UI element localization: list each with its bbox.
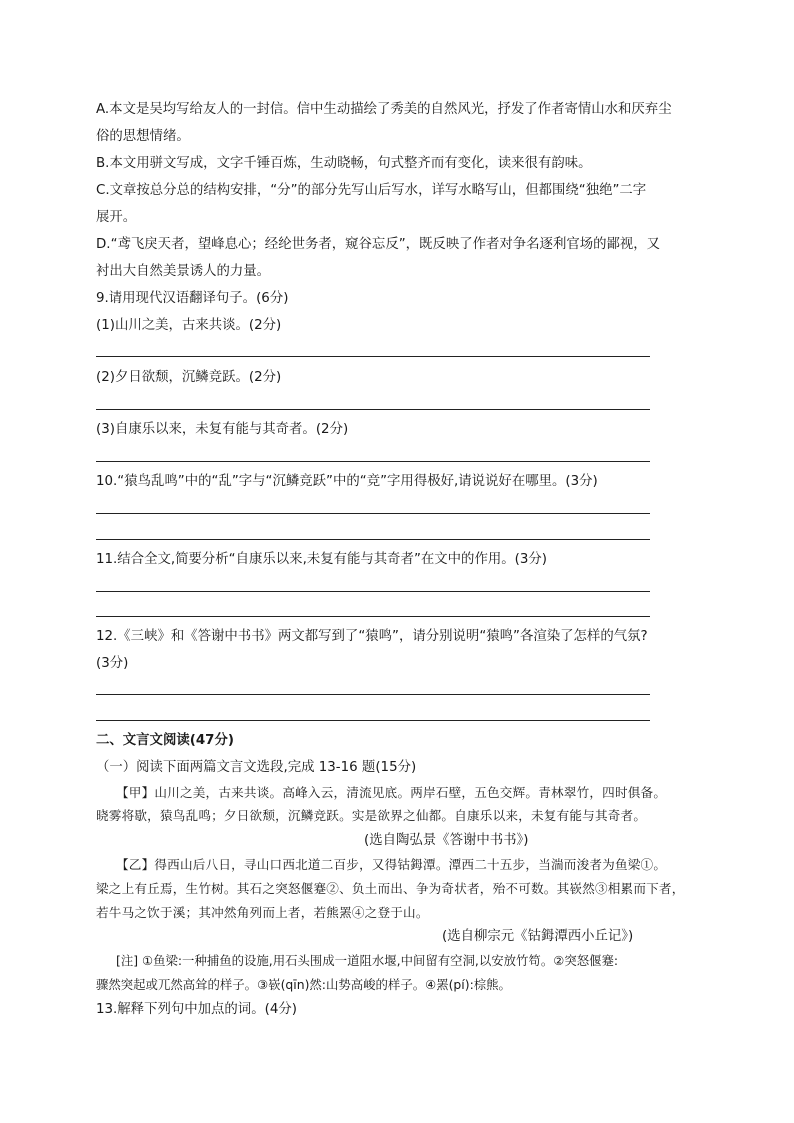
option-a-line1: A.本文是吴均写给友人的一封信。信中生动描绘了秀美的自然风光，抒发了作者寄情山水和厌弃尘	[96, 102, 672, 117]
answer-line	[96, 694, 650, 695]
q9-sub2: (2)夕日欲颓，沉鳞竞跃。(2分)	[96, 370, 282, 385]
option-d-line1: D.“鸢飞戾天者，望峰息心；经纶世务者，窥谷忘反”，既反映了作者对争名逐利官场的鄙视，又	[96, 237, 661, 252]
q10-prompt: 10.“猿鸟乱鸣”中的“乱”字与“沉鳞竞跃”中的“竞”字用得极好,请说说好在哪里。(3分)	[96, 474, 598, 489]
notes-line1: [注] ①鱼梁:一种捕鱼的设施,用石头围成一道阻水堰,中间留有空洞,以安放竹笱。②突怒偃蹇:	[116, 953, 619, 968]
answer-line	[96, 461, 650, 462]
notes-line2: 骤然突起或兀然高耸的样子。③嵚(qīn)然:山势高峻的样子。④罴(pí):棕熊。	[96, 977, 511, 992]
answer-line	[96, 591, 650, 592]
q9-sub1: (1)山川之美，古来共谈。(2分)	[96, 318, 282, 333]
q9-prompt: 9.请用现代汉语翻译句子。(6分)	[96, 291, 289, 306]
passage-yi-source: (选自柳宗元《钴鉧潭西小丘记》)	[442, 929, 634, 944]
section-heading: 二、文言文阅读(47分)	[96, 733, 234, 748]
passage-jia-line1: 【甲】山川之美，古来共谈。高峰入云，清流见底。两岸石壁，五色交辉。青林翠竹，四时俱备。	[116, 785, 667, 800]
answer-line	[96, 539, 650, 540]
passage-jia-line2: 晓雾将歇，猿鸟乱鸣；夕日欲颓，沉鳞竞跃。实是欲界之仙都。自康乐以来，未复有能与其奇者。	[96, 808, 647, 823]
answer-line	[96, 720, 650, 721]
answer-line	[96, 356, 650, 357]
passage-yi-line3: 若牛马之饮于溪；其冲然角列而上者，若熊罴④之登于山。	[96, 905, 429, 920]
answer-line	[96, 616, 650, 617]
option-c-line2: 展开。	[96, 210, 137, 225]
answer-line	[96, 409, 650, 410]
option-d-line2: 衬出大自然美景诱人的力量。	[96, 264, 271, 279]
q12-line2: (3分)	[96, 656, 129, 671]
q12-line1: 12.《三峡》和《答谢中书书》两文都写到了“猿鸣”，请分别说明“猿鸣”各渲染了怎样的气氛?	[96, 629, 648, 644]
option-a-line2: 俗的思想情绪。	[96, 129, 190, 144]
answer-line	[96, 513, 650, 514]
section-sub-heading: （一）阅读下面两篇文言文选段,完成 13-16 题(15分)	[96, 760, 417, 775]
option-b: B.本文用骈文写成，文字千锤百炼，生动晓畅，句式整齐而有变化，读来很有韵味。	[96, 156, 592, 171]
passage-jia-source: (选自陶弘景《答谢中书书》)	[364, 833, 529, 848]
q13-prompt: 13.解释下列句中加点的词。(4分)	[96, 1002, 297, 1017]
passage-yi-line2: 梁之上有丘焉，生竹树。其石之突怒偃蹇②、负土而出、争为奇状者，殆不可数。其嵚然③相累而下者，	[96, 881, 685, 896]
passage-yi-line1: 【乙】得西山后八日，寻山口西北道二百步，又得钴鉧潭。潭西二十五步，当湍而浚者为鱼梁①。	[116, 857, 667, 872]
q9-sub3: (3)自康乐以来，未复有能与其奇者。(2分)	[96, 422, 349, 437]
q11-prompt: 11.结合全文,简要分析“自康乐以来,未复有能与其奇者”在文中的作用。(3分)	[96, 552, 547, 567]
option-c-line1: C.文章按总分总的结构安排，“分”的部分先写山后写水，详写水略写山，但都围绕“独绝”二字	[96, 183, 647, 198]
